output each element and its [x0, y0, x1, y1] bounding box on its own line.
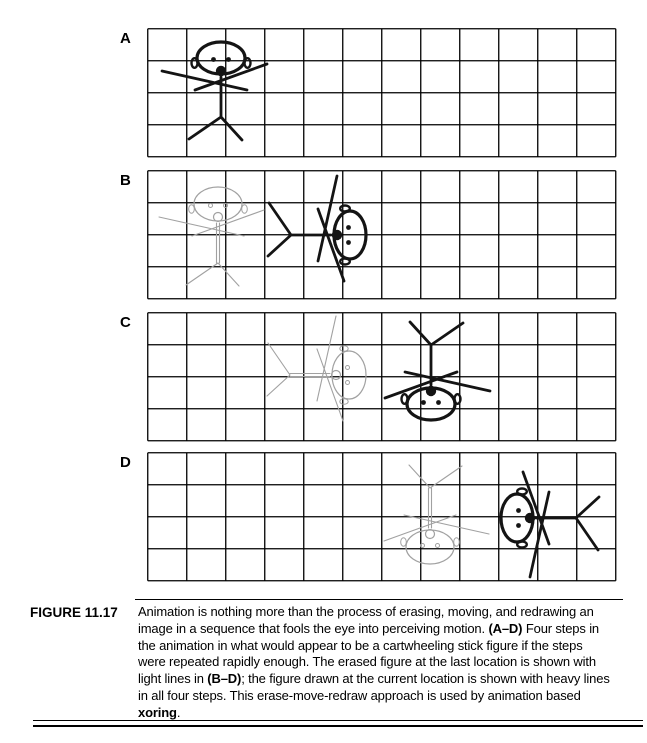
caption-line [138, 604, 610, 621]
caption-segment: Four steps in [522, 620, 600, 636]
stick-figure-heavy [268, 176, 366, 281]
caption-line [138, 638, 610, 655]
animation-panel-a [0, 28, 647, 158]
bottom-rule-thick [33, 725, 643, 727]
bottom-rule-thin [33, 720, 643, 721]
stick-figure-heavy [385, 322, 490, 420]
animation-panel-d [0, 452, 647, 582]
animation-panel-b [0, 170, 647, 300]
stick-figure-light [159, 187, 264, 286]
caption-line [138, 671, 610, 688]
caption-segment: image in a sequence that fools the eye into perceiving motion. [138, 620, 489, 636]
panel-label: C [120, 314, 132, 331]
stick-figure-light [267, 316, 366, 421]
panel-label: A [120, 30, 132, 47]
caption-bold-term: (A–D) [488, 620, 523, 636]
figure-number-label: FIGURE 11.17 [30, 605, 118, 620]
caption-segment: were repeated rapidly enough. The erased figure at the last location is shown with [138, 654, 596, 670]
caption-top-rule [135, 599, 623, 600]
caption-segment: Animation is nothing more than the process of erasing, moving, and redrawing an [138, 604, 594, 619]
animation-panel-c [0, 312, 647, 442]
caption-segment: the animation in what would appear to be a cartwheeling stick figure if the steps [138, 637, 583, 653]
caption-line [138, 654, 610, 671]
panel-grid [147, 28, 617, 158]
caption-text [138, 604, 610, 722]
caption-line [138, 688, 610, 705]
caption-bold-term: xoring [138, 704, 177, 720]
panel-grid [147, 452, 617, 582]
panel-label: D [120, 454, 132, 471]
caption-line [138, 621, 610, 638]
caption-bold-term: (B–D) [207, 671, 242, 687]
caption-segment: light lines in [138, 671, 208, 687]
panel-grid [147, 170, 617, 300]
grid-lines [148, 171, 616, 299]
caption-segment: . [176, 704, 181, 720]
panel-label: B [120, 172, 132, 189]
grid-lines [148, 29, 616, 157]
grid-lines [148, 313, 616, 441]
panel-grid [147, 312, 617, 442]
caption-segment: in all four steps. This erase-move-redraw approach is used by animation based [138, 687, 581, 703]
stick-figure-heavy [501, 472, 599, 577]
caption-segment: ; the figure drawn at the current location is shown with heavy lines [241, 671, 610, 687]
